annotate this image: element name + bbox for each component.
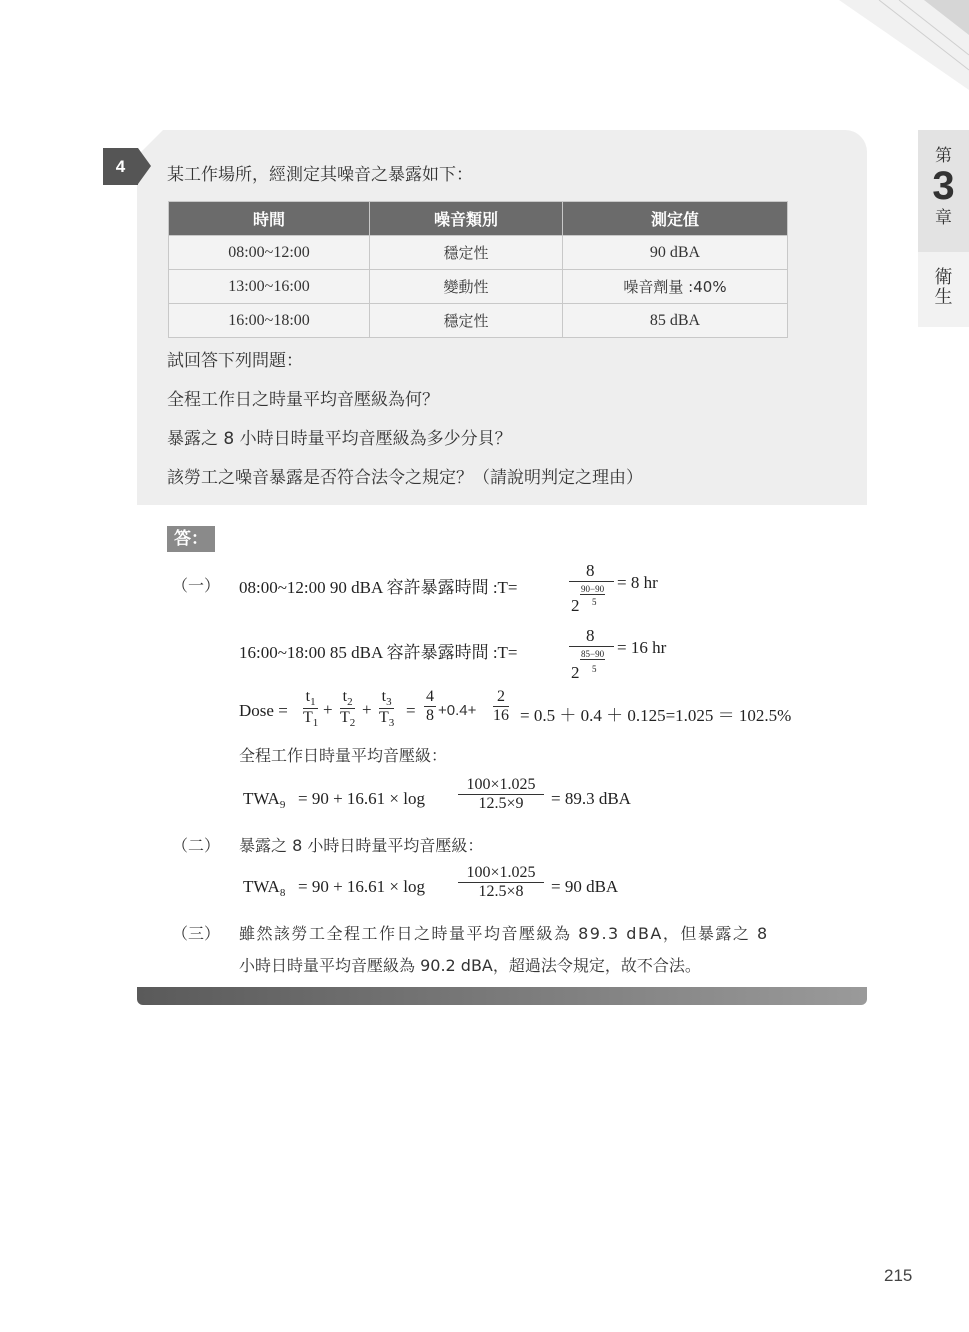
chapter-label-bottom: 章 [935,208,952,228]
chapter-label-top: 第 [935,146,952,166]
twa9-expr: = 90 + 16.61 × log [298,789,425,808]
dose-fraction-3: $\frac{t_3}{T_3}$ [379,688,395,729]
line1-fraction-bar [569,581,614,582]
table-cell: 08:00~12:00 [169,236,370,270]
table-cell: 16:00~18:00 [169,304,370,338]
table-header-row [169,202,788,236]
dose-fraction-2-16: $\frac{2}{16}$ [493,688,509,724]
twa-heading: 全程工作日時量平均音壓級： [239,746,448,765]
table-cell: 穩定性 [370,236,563,270]
twa9-result: = 89.3 dBA [551,789,631,808]
question-number-badge: 4 [103,148,138,185]
twa8-result: = 90 dBA [551,877,619,896]
question-item-2: 暴露之 8 小時日時量平均音壓級為多少分貝？ [167,429,512,449]
dose-fraction-4-8: $\frac{4}{8}$ [426,688,434,724]
dose-equals: = [406,701,416,720]
dose-middle: +0.4+ [438,702,477,719]
header-value: 測定值 [563,202,788,236]
header-time: 時間 [169,202,370,236]
dose-fraction-2: $\frac{t_2}{T_2}$ [340,688,356,729]
page-number: 215 [884,1266,913,1285]
line1-exp-den: 5 [592,597,597,607]
line2-numerator: 8 [586,626,595,645]
table-row [169,236,788,270]
line1-result: = 8 hr [617,573,658,592]
part1-marker: （一） [172,576,221,595]
answer-label: 答： [167,526,215,552]
table-cell: 90 dBA [563,236,788,270]
part3-marker: （三） [172,924,221,943]
table-cell: 穩定性 [370,304,563,338]
part2-heading: 暴露之 8 小時日時量平均音壓級： [239,836,484,855]
line2-fraction-bar [569,646,614,647]
chapter-tab [918,130,969,252]
table-cell: 變動性 [370,270,563,304]
part1-line1-prefix: 08:00~12:00 90 dBA 容許暴露時間 :T= [239,578,518,597]
dose-label: Dose = [239,701,288,720]
twa8-label: $TWA_8$ [243,877,286,899]
twa9-fraction: $\frac{100\times 1.025}{12.5\times 9}$ [458,776,544,813]
part2-marker: （二） [172,836,221,855]
header-type: 噪音類別 [370,202,563,236]
question-prompt: 試回答下列問題： [167,351,303,371]
line2-base: 2 [571,663,580,682]
twa8-expr: = 90 + 16.61 × log [298,877,425,896]
dose-fraction-1: $\frac{t_1}{T_1}$ [303,688,319,729]
chapter-number: 3 [932,164,955,208]
line1-base: 2 [571,596,580,615]
section-tab [918,252,969,327]
dose-result: = 0.5 ＋ 0.4 ＋ 0.125=1.025 ＝ 102.5% [520,706,792,725]
table-row [169,270,788,304]
table-cell: 13:00~16:00 [169,270,370,304]
line2-exp-num: 85−90 [581,649,605,659]
line2-exp-den: 5 [592,664,597,674]
twa9-label: $TWA_9$ [243,789,286,811]
question-item-1: 全程工作日之時量平均音壓級為何？ [167,390,439,410]
table-cell: 噪音劑量 :40% [563,270,788,304]
badge-arrow [138,148,151,184]
section-title: 衛生 [934,267,953,308]
question-item-3: 該勞工之噪音暴露是否符合法令之規定？（請說明判定之理由） [167,468,643,488]
twa8-fraction: $\frac{100\times 1.025}{12.5\times 8}$ [458,864,544,901]
card-footer-bar [137,987,867,1005]
table-cell: 85 dBA [563,304,788,338]
line2-result: = 16 hr [617,638,667,657]
part1-line2-prefix: 16:00~18:00 85 dBA 容許暴露時間 :T= [239,643,518,662]
part3-line2: 小時日時量平均音壓級為 90.2 dBA，超過法令規定，故不合法。 [239,956,701,975]
part3-line1: 雖然該勞工全程工作日之時量平均音壓級為 89.3 dBA，但暴露之 8 [239,924,769,943]
noise-table [168,201,788,338]
line1-exp-num: 90−90 [581,584,605,594]
question-intro: 某工作場所，經測定其噪音之暴露如下： [167,165,473,185]
line1-numerator: 8 [586,561,595,580]
corner-decoration [709,0,969,120]
table-row [169,304,788,338]
